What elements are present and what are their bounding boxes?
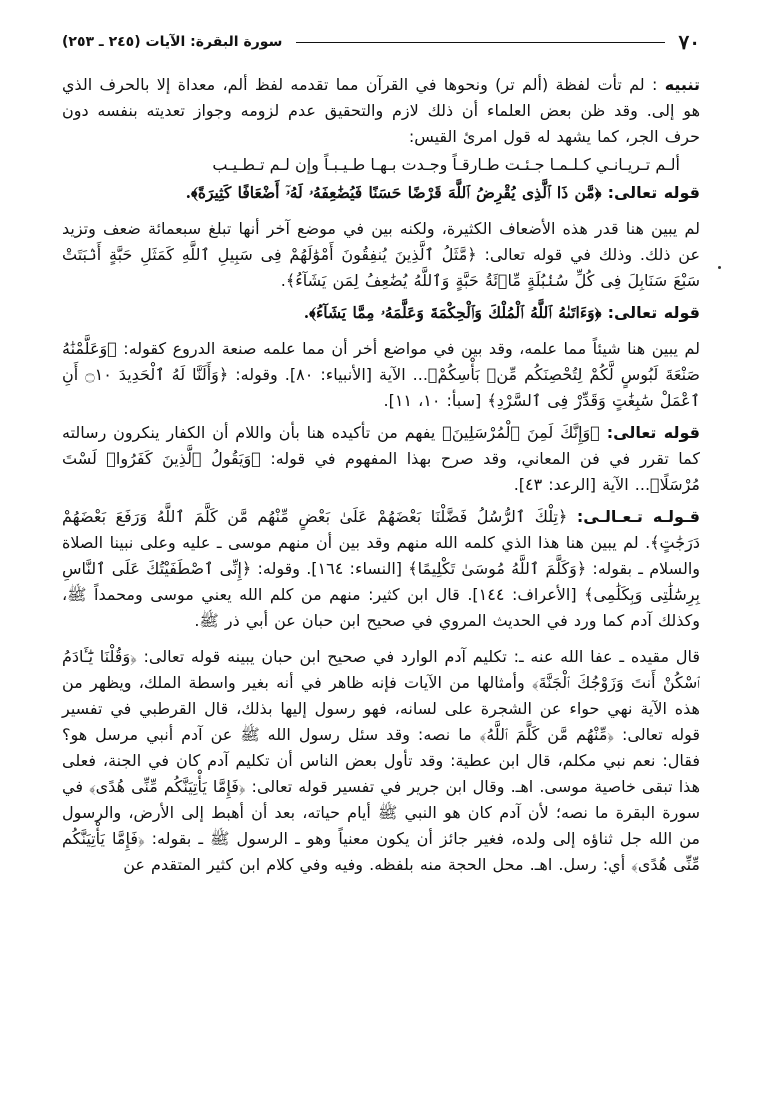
commentary-text: قال مقيده ـ عفا الله عنه ـ: تكليم آدم الوارد في صحيح ابن حبان يبينه قوله تعالى: ﴿وَقُلْنَا يَٰٓـَٔادَمُ ٱسْكُنْ أَنتَ وَزَوْجُكَ ٱلْجَنَّةَ﴾ وأمثالها من الآيات فإنه ظاهر في أنه بغير واسطة الملك، ويظهر من هذه الآية نهي حواء عن الشجرة على لسانه، فهو رسول إليها بذلك، قال القرطبي في تفسير قوله تعالى: ﴿مِّنْهُم مَّن كَلَّمَ ٱللَّهُ﴾ ما نصه: وقد سئل رسول الله ﷺ عن آدم أنبي مرسل هو؟ فقال: نعم نبي مكلم، قال ابن عطية: وقد تأول بعض الناس أن تكليم آدم كان في الجنة، فعلى هذا تبقى خاصية موسى. اهـ. وقال ابن جرير في تفسير قوله تعالى: ﴿فَإِمَّا يَأْتِيَنَّكُم مِّنِّى هُدًى﴾ في سورة البقرة ما نصه؛ لأن آدم كان هو النبي ﷺ أيام حياته، بعد أن أهبط إلى الأرض، والرسول من الله جل ثناؤه إلى ولده، فغير جائز أن يكون معنياً وهو ـ الرسول ﷺ ـ بقوله: ﴿فَإِمَّا يَأْتِيَنَّكُم مِّنِّى هُدًى﴾ أي: رسل. اهـ. محل الحجة منه بلفظه. وفيه وفي كلام ابن كثير المتقدم عن — [62, 647, 700, 874]
commentary-paragraph — [62, 336, 700, 414]
poetry-text: ألـم تـريـانـي كـلـمـا جـئـت طـارقـاً وجـدت بـهـا طـيـبـاً وإن لـم تـطـيـب — [212, 155, 680, 174]
quran-heading-paragraph — [62, 300, 700, 326]
quran-verse: ﴿مَّن ذَا ٱلَّذِى يُقْرِضُ ٱللَّهَ قَرْضًا حَسَنًا فَيُضَٰعِفَهُۥ لَهُۥٓ أَضْعَافًا كَثِيرَةً﴾. — [185, 183, 602, 202]
note-text: : لم تأت لفظة (ألم تر) ونحوها في القرآن مما تقدمه لفظ ألم، معداة إلا بالحرف الذي هو إلى. وقد ظن بعض العلماء أن ذلك لازم والتحقيق عدم لزومه وجواز تعديته بنفسه دون حرف الجر، كما يشهد له قول امرئ القيس: — [62, 75, 700, 146]
commentary-text: لم يبين هنا شيئاً مما علمه، وقد بين في مواضع أخر أن مما علمه صنعة الدروع كقوله: ﴿وَعَلَّمْنَٰهُ صَنْعَةَ لَبُوسٍ لَّكُمْ لِتُحْصِنَكُم مِّنۢ بَأْسِكُمْ﴾... الآية [الأنبياء: ٨٠]. وقوله: ﴿وَأَلَنَّا لَهُ ٱلْحَدِيدَ ۝١٠ أَنِ ٱعْمَلْ سَٰبِغَٰتٍ وَقَدِّرْ فِى ٱلسَّرْدِ﴾ [سبأ: ١٠، ١١]. — [62, 339, 700, 410]
quran-heading-paragraph — [62, 180, 700, 206]
quran-heading-paragraph — [62, 504, 700, 634]
chapter-title: سورة البقرة: الآيات (٢٤٥ ـ ٢٥٣) — [62, 34, 283, 50]
quran-verse: ﴿وَءَاتَىٰهُ ٱللَّهُ ٱلْمُلْكَ وَٱلْحِكْمَةَ وَعَلَّمَهُۥ مِمَّا يَشَآءُ﴾. — [303, 303, 602, 322]
section-lead: قوله تعالى: — [607, 183, 700, 202]
commentary-paragraph — [62, 644, 700, 878]
page-body — [62, 72, 700, 878]
note-paragraph — [62, 72, 700, 150]
spacer — [62, 206, 700, 216]
quran-heading-paragraph — [62, 420, 700, 498]
header-rule — [296, 42, 664, 43]
section-lead: قوله تعالى: — [606, 423, 700, 442]
poetry-verse — [62, 150, 700, 180]
commentary-text: ﴿وَإِنَّكَ لَمِنَ ٱلْمُرْسَلِينَ﴾ يفهم من تأكيده هنا بأن واللام أن الكفار ينكرون رسالته كما تقرر في فن المعاني، وقد صرح بهذا المفهوم في قوله: ﴿وَيَقُولُ ٱلَّذِينَ كَفَرُوا۟ لَسْتَ مُرْسَلًا﴾... الآية [الرعد: ٤٣]. — [62, 423, 700, 494]
commentary-paragraph — [62, 216, 700, 294]
page-number: ٧٠ — [678, 30, 700, 54]
margin-dot — [718, 266, 721, 269]
section-lead: قوله تعالى: — [607, 303, 700, 322]
spacer — [62, 634, 700, 644]
commentary-text: ﴿تِلْكَ ٱلرُّسُلُ فَضَّلْنَا بَعْضَهُمْ عَلَىٰ بَعْضٍ مِّنْهُم مَّن كَلَّمَ ٱللَّهُ وَرَفَعَ بَعْضَهُمْ دَرَجَٰتٍ﴾. لم يبين هنا هذا الذي كلمه الله منهم وقد بين أن منهم موسى ـ عليه وعلى نبينا الصلاة والسلام ـ بقوله: ﴿وَكَلَّمَ ٱللَّهُ مُوسَىٰ تَكْلِيمًا﴾ [النساء: ١٦٤]. وقوله: ﴿إِنِّى ٱصْطَفَيْتُكَ عَلَى ٱلنَّاسِ بِرِسَٰلَٰتِى وَبِكَلَٰمِى﴾ [الأعراف: ١٤٤]. قال ابن كثير: منهم من كلم الله يعني موسى ومحمداً ﷺ، وكذلك آدم كما ورد في الحديث المروي في صحيح ابن حبان عن أبي ذر ﷺ. — [62, 507, 701, 630]
running-header — [62, 30, 700, 54]
spacer — [62, 326, 700, 336]
section-lead: قـولـه تـعـالـى: — [576, 507, 700, 526]
note-lead: تنبيه — [664, 75, 700, 94]
commentary-text: لم يبين هنا قدر هذه الأضعاف الكثيرة، ولكنه بين في موضع آخر أنها تبلغ سبعمائة ضعف وتزيد عن ذلك. وذلك في قوله تعالى: ﴿مَّثَلُ ٱلَّذِينَ يُنفِقُونَ أَمْوَٰلَهُمْ فِى سَبِيلِ ٱللَّهِ كَمَثَلِ حَبَّةٍ أَنۢبَتَتْ سَبْعَ سَنَابِلَ فِى كُلِّ سُنۢبُلَةٍ مِّا۟ئَةُ حَبَّةٍ وَٱللَّهُ يُضَٰعِفُ لِمَن يَشَآءُ﴾. — [62, 219, 700, 290]
